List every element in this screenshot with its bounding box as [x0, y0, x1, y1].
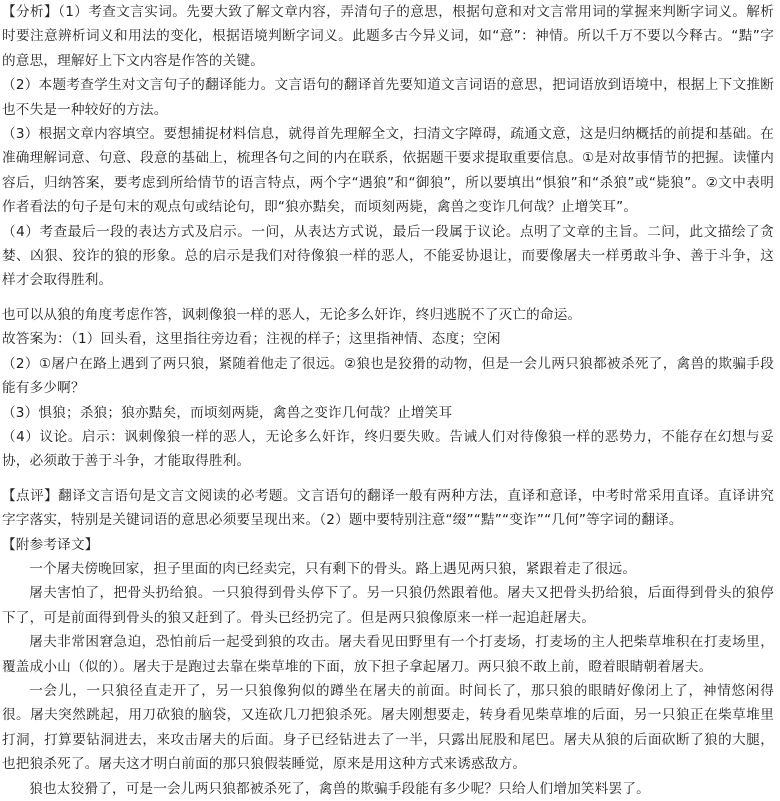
analysis-paragraph-2: （2）本题考查学生对文言句子的翻译能力。文言语句的翻译首先要知道文言词语的意思，把词语放到语境中，根据上下文推断也不失是一种较好的方法。	[2, 77, 774, 118]
translation-paragraph-5: 狼也太狡猾了，可是一会儿两只狼都被杀死了，禽兽的欺骗手段能有多少呢？只给人们增加笑料罢了。	[29, 780, 650, 797]
answer-paragraph-2: 故答案为：（1）回头看，这里指往旁边看；注视的样子；这里指神情、态度；空闲	[2, 331, 501, 348]
analysis-paragraph-4: （4）考查最后一段的表达方式及启示。一问，从表达方式说，最后一段属于议论。点明了文章的主旨。二问，此文描绘了贪婪、凶狠、狡诈的狼的形象。总的启示是我们对待像狼一样的恶人，不能妥协退让，而要像屠夫一样勇敢斗争、善于斗争，这样才会取得胜利。	[2, 223, 774, 289]
answer-paragraph-4: （3）惧狼；杀狼；狼亦黠矣，而顷刻两毙，禽兽之变诈几何哉？止增笑耳	[2, 404, 453, 421]
analysis-paragraph-1: 【分析】（1）考查文言实词。先要大致了解文章内容，弄清句子的意思，根据句意和对文言常用词的掌握来判断字词义。解析时要注意辨析词义和用法的变化，根据语境判断字词义。此题多古今异义词，如“意”：神情。所以千万不要以今释古。“黠”字的意思，理解好上下文内容是作答的关键。	[2, 4, 774, 69]
translation-paragraph-4: 一会儿，一只狼径直走开了，另一只狼像狗似的蹲坐在屠夫的前面。时间长了，那只狼的眼睛好像闭上了，神情悠闲得很。屠夫突然跳起，用刀砍狼的脑袋，又连砍几刀把狼杀死。屠夫刚想要走，转身看见柴草堆的后面，另一只狼正在柴草堆里打洞，打算要钻洞进去，来攻击屠夫的后面。身子已经钻进去了一半，只露出屁股和尾巴。屠夫从狼的后面砍断了狼的大腿，也把狼杀死了。屠夫这才明白前面的那只狼假装睡觉，原来是用这种方式来诱惑敌方。	[2, 682, 774, 773]
answer-paragraph-1: 也可以从狼的角度考虑作答，讽刺像狼一样的恶人，无论多么奸诈，终归逃脱不了灭亡的命运。	[2, 306, 582, 323]
translation-paragraph-3: 屠夫非常困窘急迫，恐怕前后一起受到狼的攻击。屠夫看见田野里有一个打麦场，打麦场的主人把柴草堆积在打麦场里，覆盖成小山（似的）。屠夫于是跑过去靠在柴草堆的下面，放下担子拿起屠刀。两只狼不敢上前，瞪着眼睛朝着屠夫。	[2, 634, 774, 675]
translation-paragraph-2: 屠夫害怕了，把骨头扔给狼。一只狼得到骨头停下了。另一只狼仍然跟着他。屠夫又把骨头扔给狼，后面得到骨头的狼停下了，可是前面得到骨头的狼又赶到了。骨头已经扔完了。但是两只狼像原来一样一起追赶屠夫。	[2, 585, 774, 626]
translation-paragraph-1: 一个屠夫傍晚回家，担子里面的肉已经卖完，只有剩下的骨头。路上遇见两只狼，紧跟着走了很远。	[29, 560, 637, 577]
spacer	[2, 293, 774, 303]
answer-paragraph-5: （4）议论。启示：讽刺像狼一样的恶人，无论多么奸诈，终归要失败。告诫人们对待像狼一样的恶势力，不能存在幻想与妥协，必须敢于善于斗争，才能取得胜利。	[2, 428, 774, 470]
translation-heading: 【附参考译文】	[2, 536, 99, 553]
comment-paragraph: 【点评】翻译文言语句是文言文阅读的必考题。文言语句的翻译一般有两种方法，直译和意译，中考时常采用直译。直译讲究字字落实，特别是关键词语的意思必须要呈现出来。（2）题中要特别注意“缀”“黠”“变诈”“几何”等字词的翻译。	[2, 487, 774, 529]
answer-paragraph-3: （2）①屠户在路上遇到了两只狼，紧随着他走了很远。②狼也是狡猾的动物，但是一会儿两只狼都被杀死了，禽兽的欺骗手段能有多少啊？	[2, 355, 774, 397]
analysis-paragraph-3: （3）根据文章内容填空。要想捕捉材料信息，就得首先理解全文，扫清文字障碍，疏通文意，这是归纳概括的前提和基础。在准确理解词意、句意、段意的基础上，梳理各句之间的内在联系，依据题干要求提取重要信息。①是对故事情节的把握。读懂内容后，归纳答案，要考虑到所给情节的语言特点，两个字“遇狼”和“御狼”，所以要填出“惧狼”和“杀狼”或“毙狼”。②文中表明作者看法的句子是句末的观点句或结论句，即“狼亦黠矣，而顷刻两毙，禽兽之变诈几何哉？止增笑耳”。	[2, 126, 774, 216]
spacer	[2, 474, 774, 484]
